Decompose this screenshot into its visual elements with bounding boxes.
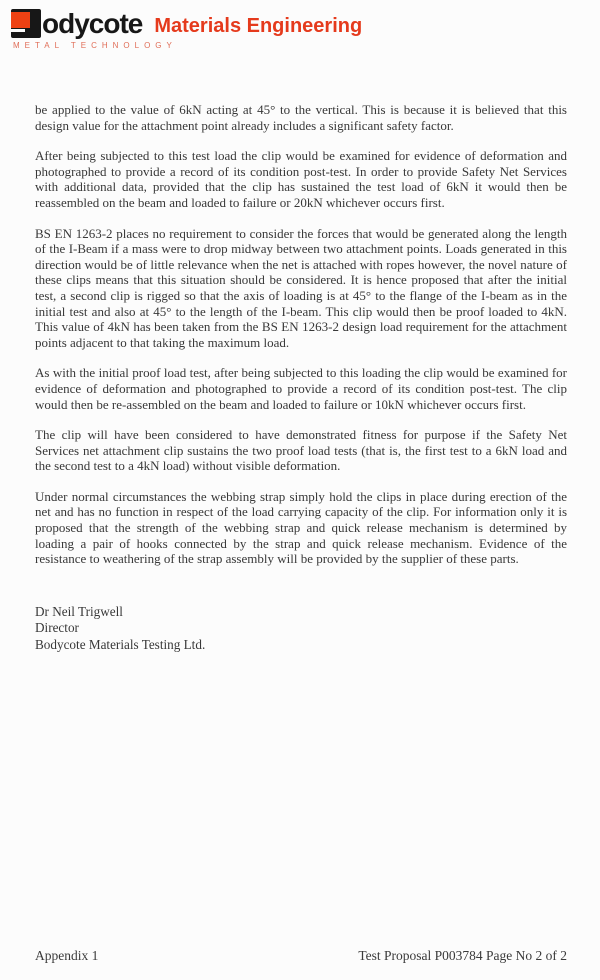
signatory-title: Director [35, 620, 79, 636]
paragraph-4: As with the initial proof load test, after being subjected to this loading the clip would be examined for evidence of deformation and photographed to provide a record of its condition post-test. The clip would then be re-assembled on the beam and loaded to failure or 10kN whichever occurs first. [35, 365, 567, 412]
footer-page-reference: Test Proposal P003784 Page No 2 of 2 [358, 948, 567, 963]
signatory-name: Dr Neil Trigwell [35, 603, 123, 619]
signature-block [35, 604, 567, 654]
bodycote-b-logo-icon [11, 9, 41, 38]
logo-orange-square [11, 12, 30, 28]
footer-appendix-label: Appendix 1 [35, 948, 99, 963]
paragraph-2: After being subjected to this test load the clip would be examined for evidence of deformation and photographed to provide a record of its condition post-test. In order to provide Safety Net Services with additional data, provided that the clip has sustained the test load of 6kN it would then be reassembled on the beam and loaded to failure or 20kN whichever occurs first. [35, 148, 567, 210]
paragraph-3: BS EN 1263-2 places no requirement to consider the forces that would be generated along the length of the I-Beam if a mass were to drop midway between two attachment points. Loads generated in this direction would be of little relevance when the net is attached with ropes however, the novel nature of these clips means that this situation should be considered. It is hence proposed that after the initial test, a second clip is rigged so that the axis of loading is at 45° to the flange of the I-beam as in the initial test and also at 45° to the length of the I-beam. This clip would then be proof loaded to 4kN. This value of 4kN has been taken from the BS EN 1263-2 design load requirement for the attachment points adjacent to that taking the maximum load. [35, 225, 567, 350]
brand-wordmark: odycote [42, 8, 143, 39]
brand-tagline: METAL TECHNOLOGY [13, 41, 177, 50]
paragraph-1: be applied to the value of 6kN acting at 45° to the vertical. This is because it is believed that this design value for the attachment point already includes a significant safety factor. [35, 102, 567, 133]
page-footer [35, 948, 567, 964]
paragraph-6: Under normal circumstances the webbing strap simply hold the clips in place during erection of the net and has no function in respect of the load carrying capacity of the clip. For information only it is proposed that the strength of the webbing strap and quick release mechanism is determined by loading a pair of hooks connected by the strap and quick release mechanism. Evidence of the resistance to weathering of the strap assembly will be provided by the supplier of these parts. [35, 488, 567, 567]
division-name: Materials Engineering [154, 15, 363, 37]
paragraph-5: The clip will have been considered to have demonstrated fitness for purpose if the Safety Net Services net attachment clip sustains the two proof load tests (that is, the first test to a 6kN load and the second test to a 4kN load) without visible deformation. [35, 427, 567, 474]
brand-row [11, 9, 362, 38]
logo-notch [11, 29, 25, 32]
letterhead [11, 9, 362, 50]
signatory-company: Bodycote Materials Testing Ltd. [35, 636, 206, 652]
letter-body [35, 102, 567, 653]
